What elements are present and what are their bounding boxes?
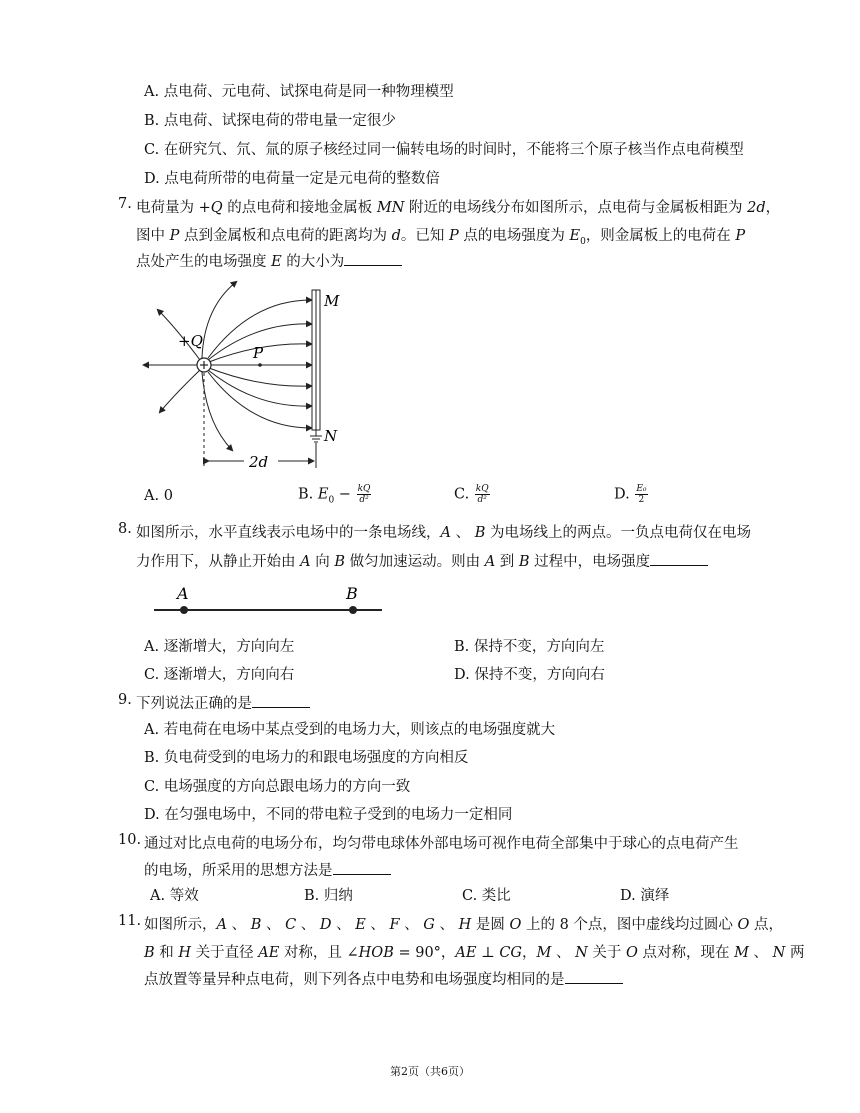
field-line-lower-1: [208, 370, 311, 406]
q8-option-a: A. 逐渐增大，方向向左: [144, 639, 295, 655]
label-2d: 2d: [249, 453, 269, 471]
point-b: [349, 606, 357, 614]
q8-stem-line1: 如图所示，水平直线表示电场中的一条电场线，A 、 B 为电场线上的两点。一负点电荷仅在电场: [136, 525, 751, 541]
q7-stem-line2: 图中 P 点到金属板和点电荷的距离均为 d。已知 P 点的电场强度为 $E_0$，则金属板上的电荷在 P: [136, 228, 746, 247]
q9-number: 9.: [118, 692, 132, 708]
q7-option-b: B. $E_0$ − $\frac{kQ}{\text{d²}}$: [298, 484, 371, 506]
q6-option-b: B. 点电荷、试探电荷的带电量一定很少: [144, 113, 396, 129]
q7-stem-line1: 电荷量为 +Q 的点电荷和接地金属板 MN 附近的电场线分布如图所示，点电荷与金属板相距为 2d，: [136, 200, 781, 216]
q11-stem-line3: 点放置等量异种点电荷，则下列各点中电势和电场强度均相同的是: [144, 968, 623, 989]
q9-option-a: A. 若电荷在电场中某点受到的电场力大，则该点的电场强度就大: [144, 722, 556, 738]
q9-stem: 下列说法正确的是: [136, 692, 310, 713]
q10-option-d: D. 演绎: [620, 888, 670, 904]
q11-number: 11.: [118, 913, 142, 929]
field-line-lower-3: [209, 368, 311, 386]
field-line-down-left: [160, 370, 200, 412]
q10-number: 10.: [118, 832, 142, 848]
q6-option-d: D. 点电荷所带的电荷量一定是元电荷的整数倍: [144, 171, 440, 187]
q7-field-line-figure: [136, 278, 346, 478]
q8-number: 8.: [118, 521, 132, 537]
q6-option-a: A. 点电荷、元电荷、试探电荷是同一种物理模型: [144, 84, 454, 100]
q8-option-d: D. 保持不变，方向向右: [454, 667, 605, 683]
q7-option-a: A. 0: [144, 488, 173, 504]
answer-blank[interactable]: [333, 861, 391, 875]
q10-stem-line1: 通过对比点电荷的电场分布，均匀带电球体外部电场可视作电荷全部集中于球心的点电荷产生: [144, 836, 739, 852]
answer-blank[interactable]: [565, 970, 623, 984]
label-a: A: [177, 584, 189, 603]
q10-option-b: B. 归纳: [304, 888, 353, 904]
label-q: +Q: [178, 332, 203, 350]
q9-option-d: D. 在匀强电场中，不同的带电粒子受到的电场力一定相同: [144, 807, 513, 823]
point-p: [258, 363, 262, 367]
q8-field-line-figure: [150, 584, 390, 624]
q7-number: 7.: [118, 196, 132, 212]
q10-option-a: A. 等效: [150, 888, 199, 904]
answer-blank[interactable]: [252, 694, 310, 708]
label-n: N: [324, 427, 338, 445]
q8-stem-line2: 力作用下，从静止开始由 A 向 B 做匀加速运动。则由 A 到 B 过程中，电场强度: [136, 550, 708, 571]
field-line-up-right: [202, 282, 236, 358]
q8-option-b: B. 保持不变，方向向左: [454, 639, 605, 655]
label-p: P: [253, 344, 264, 362]
q9-option-b: B. 负电荷受到的电场力的和跟电场强度的方向相反: [144, 750, 469, 766]
q7-stem-line3: 点处产生的电场强度 E 的大小为: [136, 250, 402, 271]
answer-blank[interactable]: [344, 252, 402, 266]
answer-blank[interactable]: [650, 552, 708, 566]
q10-option-c: C. 类比: [462, 888, 511, 904]
q6-option-c: C. 在研究氕、氘、氚的原子核经过同一偏转电场的时间时，不能将三个原子核当作点电荷模型: [144, 142, 744, 158]
label-b: B: [346, 584, 358, 603]
page-footer: 第2页（共6页）: [390, 1065, 470, 1078]
q7-option-d: D. $\frac{\text{E₀}}{2}$: [614, 484, 647, 505]
q8-option-c: C. 逐渐增大，方向向右: [144, 667, 295, 683]
q10-stem-line2: 的电场，所采用的思想方法是: [144, 859, 391, 880]
q11-stem-line2: 𝐵 和 𝐻 关于直径 𝐴𝐸 对称，且 ∠𝐻𝑂𝐵 = 90°，𝐴𝐸 ⊥ 𝐶𝐺，𝑀 、 𝑁 关于 𝑂 点对称，现在 𝑀 、 𝑁 两: [144, 945, 805, 961]
point-a: [180, 606, 188, 614]
label-m: M: [324, 292, 340, 310]
q9-option-c: C. 电场强度的方向总跟电场力的方向一致: [144, 779, 411, 795]
field-line-lower-2: [208, 372, 311, 428]
q7-option-c: C. $\frac{kQ}{\text{d²}}$: [454, 484, 489, 505]
q11-stem-line1: 如图所示，𝐴 、 𝐵 、 𝐶 、 𝐷 、 𝐸 、 𝐹 、 𝐺 、 𝐻 是圆 𝑂 上的 8 个点，图中虚线均过圆心 𝑂 点，: [144, 917, 784, 933]
